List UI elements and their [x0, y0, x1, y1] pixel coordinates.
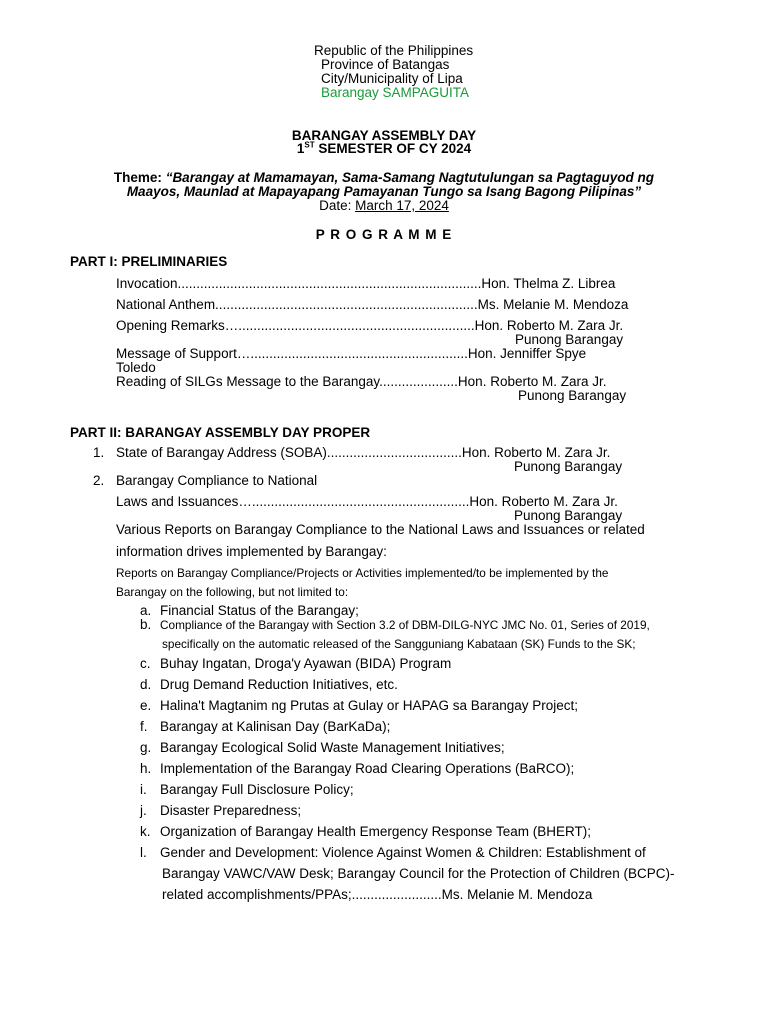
semester-suffix: ST: [304, 140, 315, 150]
list-item: [140, 845, 646, 860]
part2-heading: PART II: BARANGAY ASSEMBLY DAY PROPER: [70, 425, 371, 440]
program-item-message: Message of Support…..........................................................Hon. Jenniffer Spye: [116, 346, 587, 361]
list-label: a.: [140, 603, 152, 618]
list-text: Organization of Barangay Health Emergency Response Team (BHERT);: [160, 824, 591, 839]
part2-item-2-number: 2.: [93, 473, 105, 488]
semester-number: 1: [296, 141, 305, 156]
list-label: h.: [140, 761, 152, 776]
part2-item-1-number: 1.: [93, 445, 105, 460]
theme-text-2: Maayos, Maunlad at Mapayapang Pamayanan Tungo sa Isang Bagong Pilipinas”: [126, 184, 642, 199]
list-item-continuation: specifically on the automatic released of the Sangguniang Kabataan (SK) Funds to the SK;: [162, 637, 636, 651]
list-label: j.: [140, 803, 147, 818]
part2-item-soba: State of Barangay Address (SOBA)....................................Hon. Roberto M. Zara Jr.: [116, 445, 611, 460]
list-item: [140, 603, 359, 618]
programme-heading: P R O G R A M M E: [315, 227, 453, 242]
event-title: BARANGAY ASSEMBLY DAY: [291, 128, 477, 143]
list-text: Gender and Development: Violence Against Women & Children: Establishment of: [160, 845, 646, 860]
event-date: [0, 198, 768, 213]
part1-heading: PART I: PRELIMINARIES: [70, 254, 228, 269]
list-item: [140, 677, 398, 692]
list-text: Drug Demand Reduction Initiatives, etc.: [160, 677, 398, 692]
header-barangay: Barangay SAMPAGUITA: [321, 85, 470, 100]
list-text: Barangay Full Disclosure Policy;: [160, 782, 354, 797]
list-text: Implementation of the Barangay Road Clearing Operations (BaRCO);: [160, 761, 575, 776]
list-item: [140, 803, 301, 818]
list-item: [140, 698, 578, 713]
program-item-anthem: National Anthem......................................................................Ms. Melanie M. Mendoza: [116, 297, 629, 312]
list-label: l.: [140, 845, 147, 860]
list-text: Barangay at Kalinisan Day (BarKaDa);: [160, 719, 391, 734]
theme-line-1: [0, 170, 768, 185]
part2-item-laws-role: Punong Barangay: [514, 508, 623, 523]
list-label: e.: [140, 698, 152, 713]
program-item-opening: Opening Remarks…...............................................................Hon. Roberto M. Zara Jr.: [116, 318, 624, 333]
various-reports-line-1: Various Reports on Barangay Compliance to the National Laws and Issuances or related: [116, 522, 645, 537]
list-item: [140, 656, 451, 671]
header-city: City/Municipality of Lipa: [321, 71, 463, 86]
list-text: Barangay Ecological Solid Waste Management Initiatives;: [160, 740, 505, 755]
list-label: c.: [140, 656, 151, 671]
list-item-continuation: Barangay VAWC/VAW Desk; Barangay Council for the Protection of Children (BCPC)-: [162, 866, 675, 881]
list-item-continuation: related accomplishments/PPAs;........................Ms. Melanie M. Mendoza: [162, 887, 593, 902]
reports-intro-line-1: Reports on Barangay Compliance/Projects or Activities implemented/to be implemented by the: [116, 566, 609, 580]
list-text: Buhay Ingatan, Droga'y Ayawan (BIDA) Program: [160, 656, 452, 671]
semester-rest: SEMESTER OF CY 2024: [314, 141, 472, 156]
program-item-message-wrap: Toledo: [116, 360, 156, 375]
list-item: [140, 740, 505, 755]
theme-label: Theme:: [113, 170, 166, 185]
list-label: i.: [140, 782, 147, 797]
part2-item-compliance: Barangay Compliance to National: [116, 473, 318, 488]
list-label: f.: [140, 719, 148, 734]
list-item: [140, 782, 354, 797]
date-label: Date:: [319, 198, 356, 213]
various-reports-line-2: information drives implemented by Barangay:: [116, 544, 387, 559]
date-value: March 17, 2024: [355, 198, 449, 213]
program-item-invocation: Invocation.................................................................................Hon. Thelma Z. Librea: [116, 276, 616, 291]
program-item-silg-role: Punong Barangay: [518, 388, 627, 403]
header-province: Province of Batangas: [321, 57, 450, 72]
list-label: d.: [140, 677, 152, 692]
list-item: [140, 719, 390, 734]
part2-item-soba-role: Punong Barangay: [514, 459, 623, 474]
list-item: [140, 617, 650, 632]
list-label: b.: [140, 617, 152, 632]
theme-text-1: “Barangay at Mamamayan, Sama-Samang Nagtutulungan sa Pagtaguyod ng: [165, 170, 655, 185]
list-text: Financial Status of the Barangay;: [160, 603, 359, 618]
list-item: [140, 824, 591, 839]
program-item-silg: Reading of SILGs Message to the Barangay.....................Hon. Roberto M. Zara Jr.: [116, 374, 607, 389]
list-text: Compliance of the Barangay with Section 3.2 of DBM-DILG-NYC JMC No. 01, Series of 2019,: [160, 618, 650, 632]
list-text: Disaster Preparedness;: [160, 803, 302, 818]
list-label: g.: [140, 740, 152, 755]
list-text: Halina't Magtanim ng Prutas at Gulay or HAPAG sa Barangay Project;: [160, 698, 579, 713]
reports-intro-line-2: Barangay on the following, but not limited to:: [116, 585, 349, 599]
list-label: k.: [140, 824, 151, 839]
program-item-opening-role: Punong Barangay: [515, 332, 624, 347]
event-semester: [0, 141, 768, 156]
header-republic: Republic of the Philippines: [314, 43, 474, 58]
list-item: [140, 761, 574, 776]
part2-item-laws: Laws and Issuances…..........................................................Hon. Roberto M. Zara Jr.: [116, 494, 618, 509]
